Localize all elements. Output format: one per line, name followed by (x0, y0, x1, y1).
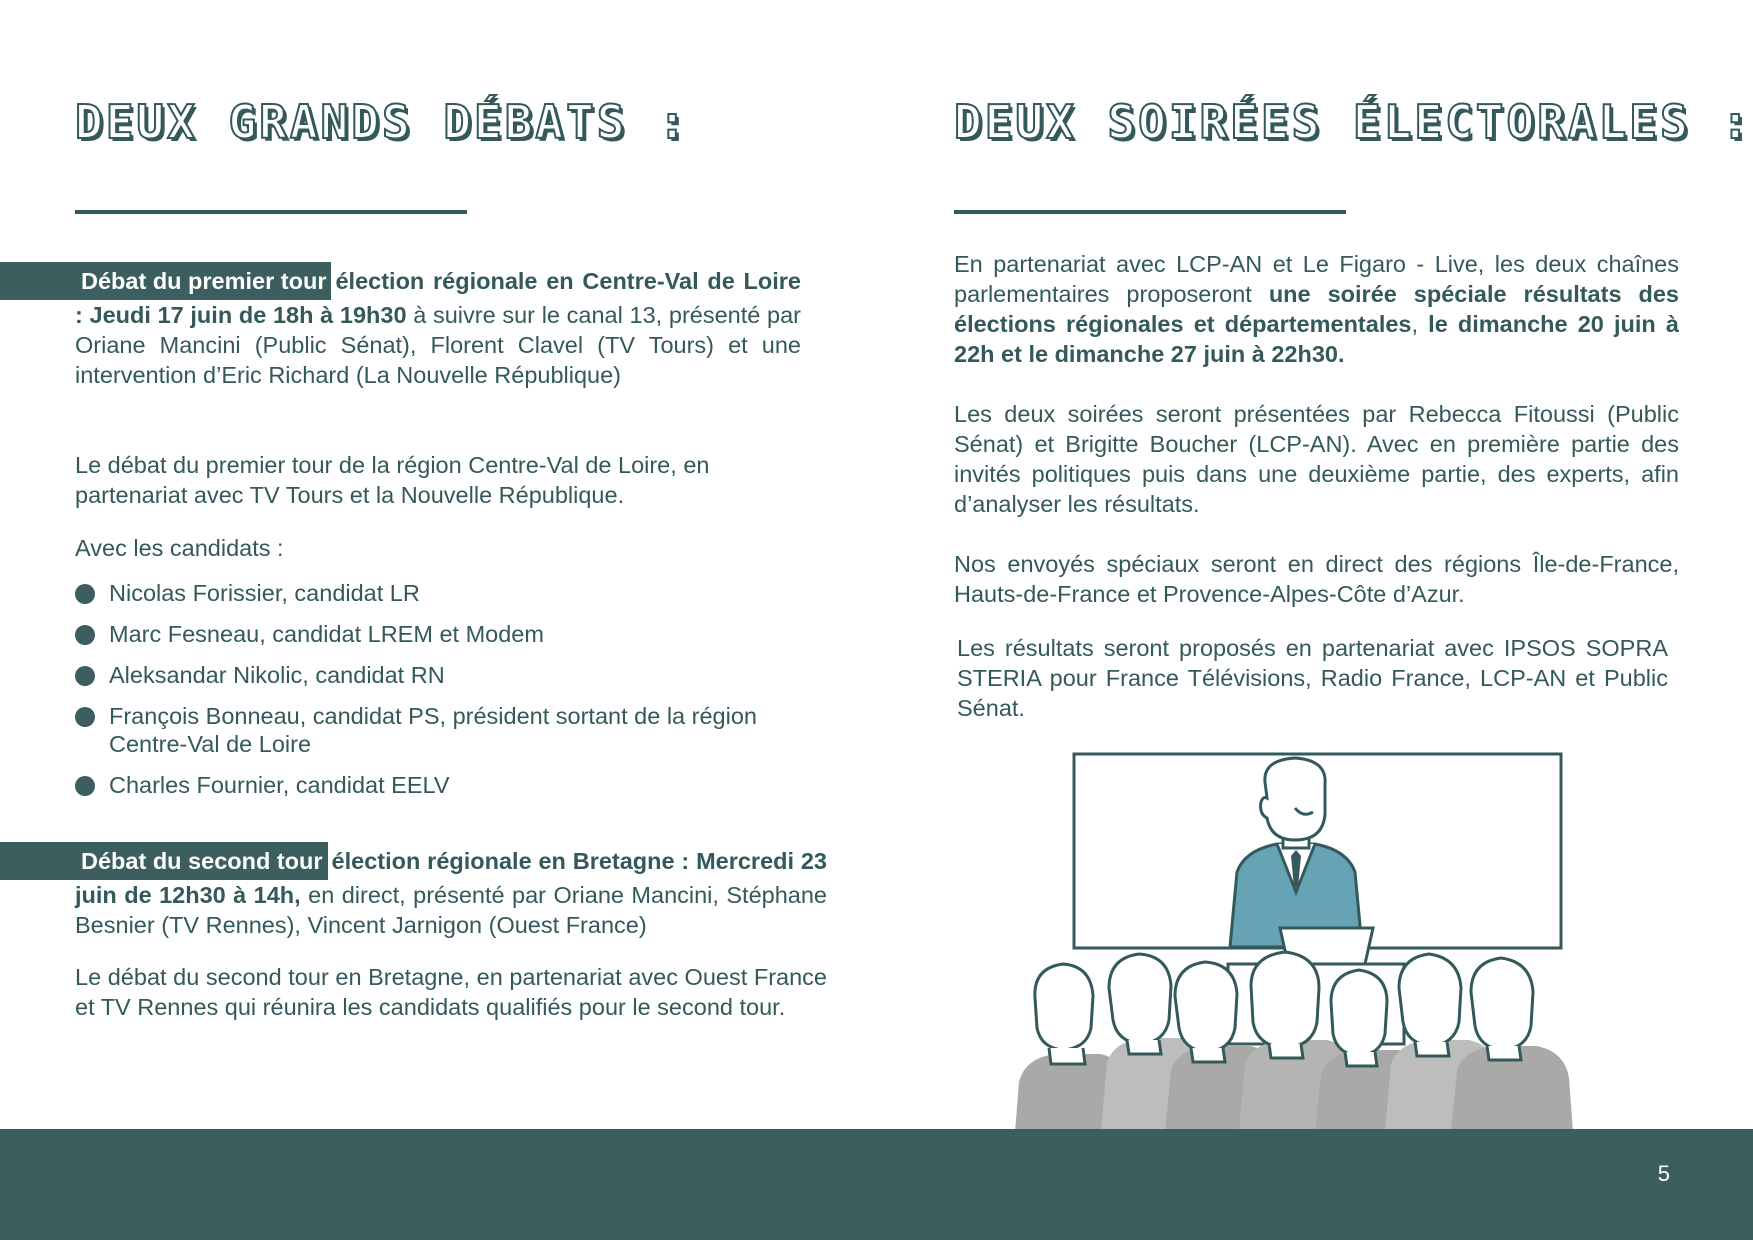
second-debate-tag: Débat du second tour (75, 842, 328, 880)
candidates-list (75, 579, 835, 799)
candidates-block (75, 533, 835, 812)
first-partnership-text: Le débat du premier tour de la région Centre-Val de Loire, en partenariat avec TV Tours et la Nouvelle République. (75, 452, 710, 508)
second-debate-details: en direct, présenté par Oriane Mancini, Stéphane Besnier (TV Rennes), Vincent Jarnigon (Ouest France) (75, 882, 827, 938)
list-item: Marc Fesneau, candidat LREM et Modem (75, 620, 835, 648)
bullet-icon (75, 776, 95, 796)
special-evening-highlight: une soirée spéciale résultats des élections régionales et départementales (954, 281, 1679, 337)
presenters-block (954, 399, 1679, 519)
second-debate-intro: élection régionale en Bretagne : Mercredi 23 juin de 12h30 à 14h, (75, 848, 827, 908)
bullet-icon (75, 666, 95, 686)
envoys-block (954, 549, 1679, 609)
title-underline (75, 210, 467, 214)
page-number: 5 (1657, 1161, 1670, 1186)
bullet-icon (75, 625, 95, 645)
list-item: Nicolas Forissier, candidat LR (75, 579, 835, 607)
footer-bar (0, 1129, 1753, 1240)
debate-audience-illustration (1015, 752, 1635, 1132)
second-debate-block (75, 842, 827, 940)
first-debate-paragraph (75, 262, 801, 390)
list-item: Charles Fournier, candidat EELV (75, 771, 835, 799)
speaker-head (1261, 758, 1326, 840)
evenings-intro-block (954, 249, 1679, 369)
first-partnership-block (75, 450, 801, 510)
first-debate-details: à suivre sur le canal 13, présenté par Oriane Mancini (Public Sénat), Florent Clavel (TV Tours) et une intervention d’Eric Richard (La Nouvelle République) (75, 302, 801, 388)
first-debate-intro: élection régionale en Centre-Val de Loire : Jeudi 17 juin de 18h à 19h30 (75, 268, 801, 328)
envoys-text: Nos envoyés spéciaux seront en direct des régions Île-de-France, Hauts-de-France et Provence-Alpes-Côte d’Azur. (954, 551, 1679, 607)
first-debate-block (75, 262, 801, 390)
bullet-icon (75, 584, 95, 604)
title-underline (954, 210, 1346, 214)
evenings-intro-text: En partenariat avec LCP-AN et Le Figaro - Live, les deux chaînes parlementaires proposeront une soirée spéciale résultats des élections régionales et départementales, le dimanche 20 juin à 22h et le dimanche 27 juin à 22h30. (954, 251, 1679, 367)
second-debate-paragraph (75, 842, 827, 940)
list-item: François Bonneau, candidat PS, président sortant de la région Centre-Val de Loire (75, 702, 835, 758)
presenters-text: Les deux soirées seront présentées par Rebecca Fitoussi (Public Sénat) et Brigitte Boucher (LCP-AN). Avec en première partie des invités politiques puis dans une deuxième partie, des experts, afin d’analyser les résultats. (954, 401, 1679, 517)
first-debate-tag: Débat du premier tour (75, 262, 331, 300)
debates-title: DEUX GRANDS DÉBATS : (75, 95, 689, 149)
list-item: Aleksandar Nikolic, candidat RN (75, 661, 835, 689)
second-partnership-text: Le débat du second tour en Bretagne, en partenariat avec Ouest France et TV Rennes qui réunira les candidats qualifiés pour le second tour. (75, 964, 827, 1020)
evenings-title: DEUX SOIRÉES ÉLECTORALES : (954, 95, 1753, 149)
results-block (957, 633, 1668, 723)
second-partnership-block (75, 962, 827, 1022)
candidates-intro: Avec les candidats : (75, 535, 284, 561)
evening-dates-highlight: le dimanche 20 juin à 22h et le dimanche 27 juin à 22h30. (954, 311, 1679, 367)
results-text: Les résultats seront proposés en partenariat avec IPSOS SOPRA STERIA pour France Télévisions, Radio France, LCP-AN et Public Sénat. (957, 635, 1668, 721)
bullet-icon (75, 707, 95, 727)
